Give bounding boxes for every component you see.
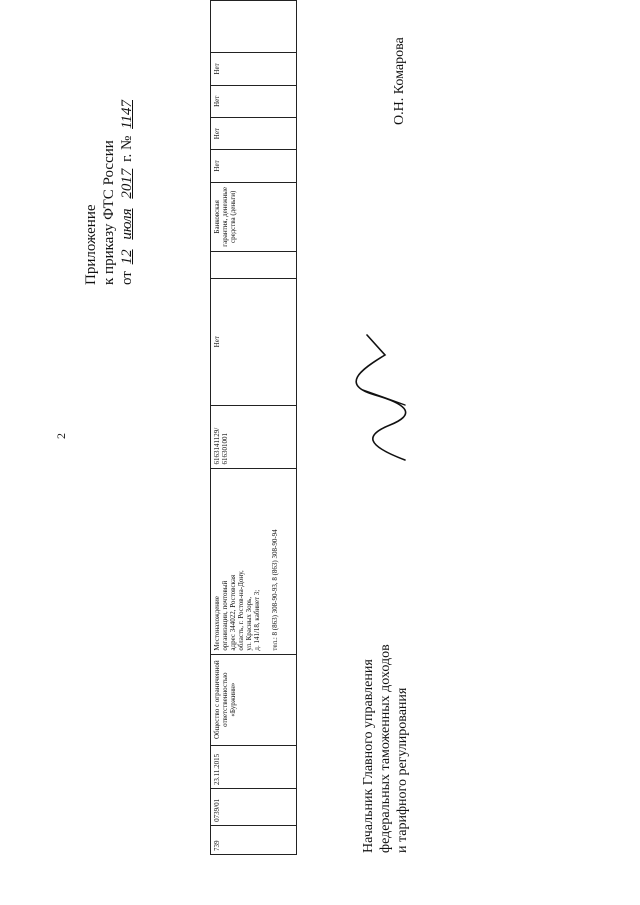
- date-prefix: от: [119, 271, 135, 285]
- cell-inn-kpp: 6163141129/ 616301001: [211, 405, 297, 468]
- cell-guarantee: Банковская гарантия, денежные средства (деньги): [211, 182, 297, 251]
- cell-empty-last: [211, 1, 297, 53]
- address-line: область, г. Ростов-на-Дону,: [237, 570, 245, 651]
- annex-header: [82, 15, 136, 285]
- address-line: адрес 344022, Ростовская: [229, 574, 237, 651]
- registry-table: [210, 0, 297, 855]
- cell-reg-number: 0739/01: [211, 789, 297, 826]
- cell-net-1: Нет: [211, 150, 297, 182]
- signatory-title-line: федеральных таможенных доходов: [378, 644, 393, 853]
- handwritten-signature: [355, 325, 415, 465]
- signatory-title-line: и тарифного регулирования: [395, 687, 410, 853]
- cell-net-center: Нет: [211, 278, 297, 405]
- address-line: организации, почтовый: [221, 580, 229, 651]
- cell-row-number: 739: [211, 825, 297, 854]
- page-number: 2: [54, 433, 68, 439]
- signer-name: О.Н. Комарова: [392, 37, 407, 125]
- signatory-title-line: Начальник Главного управления: [361, 659, 376, 853]
- date-day: 12: [119, 249, 135, 265]
- date-suffix: г.: [119, 153, 135, 162]
- date-year: 2017: [119, 168, 135, 199]
- address-line: д. 141/18, кабинет 3;: [253, 589, 261, 651]
- cell-address: [211, 468, 297, 654]
- number-sign: №: [119, 135, 135, 150]
- signatory-title: [360, 533, 411, 853]
- order-date-line: [118, 15, 136, 285]
- address-phone: тел.: 8 (863) 308-90-93, 8 (863) 308-90-94: [271, 529, 279, 651]
- cell-organization: Общество с ограниченной ответственностью «Буржинн»: [211, 654, 297, 745]
- order-number: 1147: [119, 100, 135, 129]
- cell-empty: [211, 252, 297, 279]
- date-month: июля: [119, 208, 135, 240]
- address-line: ул. Красных Зорь,: [245, 596, 253, 651]
- annex-title: Приложение: [83, 204, 99, 285]
- order-reference: к приказу ФТС России: [101, 140, 117, 285]
- table-row: [211, 1, 297, 855]
- cell-date: 23.11.2015: [211, 745, 297, 788]
- cell-net-2: Нет: [211, 117, 297, 149]
- address-line: Местонахождение: [213, 596, 221, 651]
- cell-net-4: Нет: [211, 53, 297, 85]
- cell-net-3: Нет: [211, 85, 297, 117]
